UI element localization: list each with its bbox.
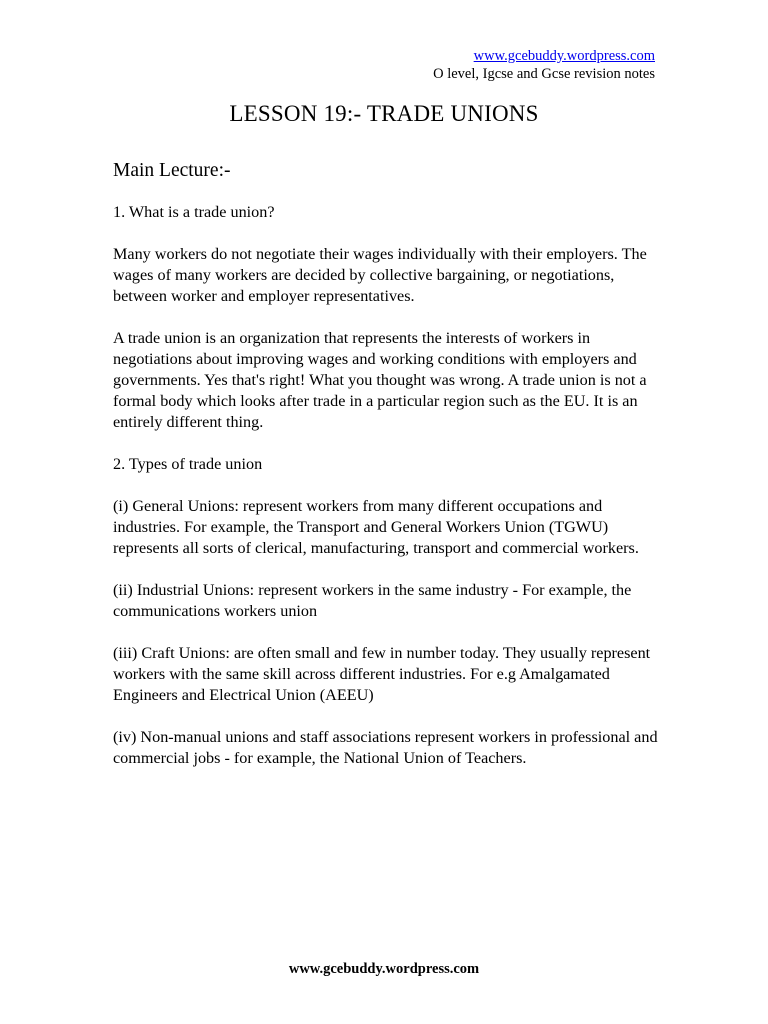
paragraph-non-manual-unions: (iv) Non-manual unions and staff associations represent workers in professional and commercial jobs - for example, the National Union of Teachers.	[113, 728, 658, 767]
paragraph-definition: A trade union is an organization that represents the interests of workers in negotiations about improving wages and working conditions with employers and governments. Yes that's right! What you thought was wrong. A trade union is not a formal body which looks after trade in a particular region such as the EU. It is an entirely different thing.	[113, 329, 647, 431]
types-heading: 2. Types of trade union	[113, 455, 263, 473]
paragraph-general-unions: (i) General Unions: represent workers from many different occupations and industries. For example, the Transport and General Workers Union (TGWU) represents all sorts of clerical, manufacturing, transport and commercial workers.	[113, 497, 639, 557]
header-subtitle: O level, Igcse and Gcse revision notes	[433, 66, 655, 82]
header-website-link[interactable]: www.gcebuddy.wordpress.com	[473, 48, 655, 64]
paragraph-industrial-unions: (ii) Industrial Unions: represent workers in the same industry - For example, the communications workers union	[113, 581, 632, 620]
paragraph-wages: Many workers do not negotiate their wages individually with their employers. The wages of many workers are decided by collective bargaining, or negotiations, between worker and employer representatives.	[113, 245, 647, 305]
paragraph-craft-unions: (iii) Craft Unions: are often small and few in number today. They usually represent workers with the same skill across different industries. For e.g Amalgamated Engineers and Electrical Union (AEEU)	[113, 644, 651, 704]
question-heading: 1. What is a trade union?	[113, 203, 275, 221]
page-footer: www.gcebuddy.wordpress.com	[288, 961, 480, 977]
main-content	[113, 158, 658, 790]
main-lecture-heading: Main Lecture:-	[113, 160, 231, 181]
lesson-title: LESSON 19:- TRADE UNIONS	[229, 101, 539, 126]
page-header	[433, 47, 655, 83]
